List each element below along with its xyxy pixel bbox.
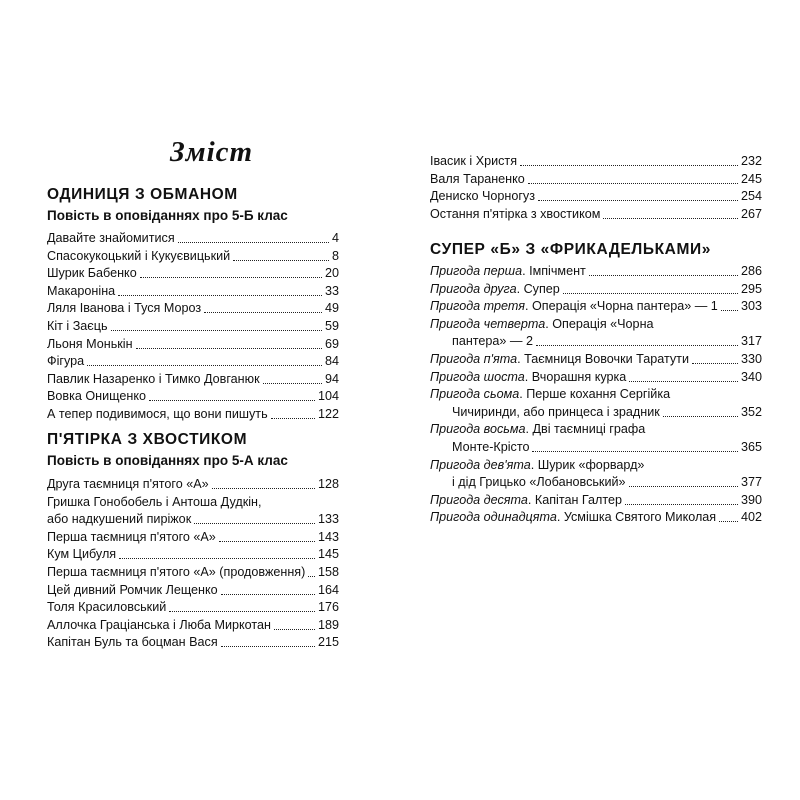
leader-dots bbox=[169, 611, 315, 612]
toc-entry-page: 215 bbox=[317, 635, 339, 650]
leader-dots bbox=[212, 488, 315, 489]
section-heading: П'ЯТІРКА З ХВОСТИКОМ bbox=[47, 431, 248, 448]
adventure-number: Пригода п'ята bbox=[430, 352, 518, 366]
adventure-number: Пригода перша bbox=[430, 264, 523, 278]
toc-entry-page: 145 bbox=[317, 547, 339, 562]
toc-entry-text: Перша таємниця п'ятого «А» bbox=[47, 529, 216, 544]
toc-entry bbox=[430, 420, 762, 437]
leader-dots bbox=[629, 486, 738, 487]
section-heading: ОДИНИЦЯ З ОБМАНОМ bbox=[47, 186, 238, 203]
toc-entry-title bbox=[47, 477, 209, 492]
toc-entry-title bbox=[430, 370, 626, 385]
section-subheading: Повість в оповіданнях про 5-А клас bbox=[47, 453, 288, 468]
toc-entry-page: 352 bbox=[740, 404, 762, 419]
toc-entry-text: Друга таємниця п'ятого «А» bbox=[47, 477, 209, 491]
toc-entry-text: Капітан Буль та боцман Вася bbox=[47, 635, 218, 650]
toc-entry-text: . Операція «Чорна bbox=[545, 316, 654, 331]
leader-dots bbox=[528, 183, 738, 184]
toc-entry bbox=[430, 205, 762, 222]
toc-entry-text: Фігура bbox=[47, 354, 85, 369]
toc-entry-page: 69 bbox=[324, 336, 339, 351]
toc-entry bbox=[47, 335, 339, 352]
toc-entry bbox=[47, 545, 339, 562]
toc-entry-page: 189 bbox=[317, 617, 339, 632]
toc-entry-title bbox=[430, 282, 560, 297]
adventure-number: Пригода четверта bbox=[430, 316, 546, 331]
toc-entry bbox=[47, 387, 339, 404]
toc-entry-text: Дениско Чорногуз bbox=[430, 189, 535, 204]
leader-dots bbox=[589, 275, 738, 276]
leader-dots bbox=[721, 310, 738, 311]
toc-entry-text: . Вчорашня курка bbox=[524, 369, 627, 384]
toc-entry-title bbox=[430, 440, 529, 455]
toc-entry-title bbox=[430, 154, 517, 169]
toc-entry-text: . Дві таємниці графа bbox=[525, 422, 646, 437]
toc-entry-text: . Супер bbox=[516, 281, 560, 296]
leader-dots bbox=[603, 218, 738, 219]
toc-entry bbox=[47, 528, 339, 545]
toc-entry-text: Аллочка Граціанська і Люба Миркотан bbox=[47, 617, 271, 632]
toc-entry bbox=[47, 317, 339, 334]
toc-entry-text: Макароніна bbox=[47, 283, 116, 298]
toc-entry-text: Чичиринди, або принцеса і зрадник bbox=[452, 404, 660, 419]
leader-dots bbox=[563, 293, 738, 294]
adventure-number: Пригода третя bbox=[430, 299, 525, 314]
toc-entry-title bbox=[430, 510, 716, 525]
leader-dots bbox=[263, 383, 322, 384]
toc-entry-title bbox=[430, 334, 533, 349]
toc-entry-title bbox=[47, 495, 261, 510]
leader-dots bbox=[692, 363, 738, 364]
toc-entry bbox=[47, 282, 339, 299]
toc-entry-page: 104 bbox=[317, 389, 339, 404]
toc-entry-title bbox=[430, 387, 670, 402]
toc-entry bbox=[47, 510, 339, 527]
leader-dots bbox=[87, 365, 322, 366]
toc-entry-page: 94 bbox=[324, 371, 339, 386]
toc-entry-title bbox=[47, 512, 191, 527]
leader-dots bbox=[178, 242, 329, 243]
leader-dots bbox=[308, 576, 315, 577]
toc-entry-title bbox=[47, 354, 84, 369]
toc-entry bbox=[47, 633, 339, 650]
toc-entry bbox=[430, 473, 762, 490]
toc-entry bbox=[430, 280, 762, 297]
toc-entry-text: . Імпічмент bbox=[522, 264, 586, 278]
toc-entry bbox=[430, 385, 762, 402]
leader-dots bbox=[149, 400, 315, 401]
leader-dots bbox=[221, 594, 315, 595]
toc-entry-title bbox=[47, 565, 305, 580]
toc-entry bbox=[47, 616, 339, 633]
toc-entry-text: Остання п'ятірка з хвостиком bbox=[430, 206, 601, 221]
leader-dots bbox=[136, 348, 322, 349]
toc-entry bbox=[430, 262, 762, 279]
toc-entry-page: 8 bbox=[331, 248, 339, 263]
leader-dots bbox=[204, 312, 322, 313]
toc-entry-page: 133 bbox=[317, 512, 339, 527]
toc-entry-title bbox=[430, 207, 600, 222]
leader-dots bbox=[532, 451, 738, 452]
toc-entry bbox=[430, 508, 762, 525]
toc-entry-title bbox=[430, 189, 535, 204]
toc-entry bbox=[47, 247, 339, 264]
toc-entry-page: 20 bbox=[324, 266, 339, 281]
toc-entry-text: Перша таємниця п'ятого «А» (продовження) bbox=[47, 565, 306, 579]
leader-dots bbox=[111, 330, 322, 331]
toc-entry-page: 176 bbox=[317, 600, 339, 615]
toc-entry bbox=[47, 493, 339, 510]
toc-entry-page: 49 bbox=[324, 301, 339, 316]
toc-entry-page: 295 bbox=[740, 281, 762, 296]
toc-entry bbox=[47, 598, 339, 615]
adventure-number: Пригода сьома bbox=[430, 387, 520, 402]
toc-entry-text: Павлик Назаренко і Тимко Довганюк bbox=[47, 371, 260, 386]
adventure-number: Пригода одинадцята bbox=[430, 510, 557, 525]
toc-entry-title bbox=[430, 405, 660, 420]
toc-entry-title bbox=[47, 301, 201, 316]
toc-entry-text: А тепер подивимося, що вони пишуть bbox=[47, 407, 268, 421]
leader-dots bbox=[194, 523, 315, 524]
toc-entry-page: 158 bbox=[317, 565, 339, 579]
toc-entry-title bbox=[430, 317, 654, 332]
adventure-number: Пригода восьма bbox=[430, 422, 526, 437]
toc-entry bbox=[430, 170, 762, 187]
toc-entry-page: 33 bbox=[324, 283, 339, 298]
toc-entry-title bbox=[430, 458, 644, 473]
toc-entry-title bbox=[430, 493, 622, 508]
toc-entry bbox=[430, 187, 762, 204]
toc-entry-title bbox=[430, 352, 689, 367]
toc-entry-page: 59 bbox=[324, 319, 339, 333]
toc-entry-text: Монте-Крісто bbox=[452, 440, 530, 454]
toc-entry bbox=[430, 456, 762, 473]
toc-entry bbox=[47, 581, 339, 598]
toc-entry-title bbox=[430, 264, 586, 279]
toc-entry bbox=[430, 368, 762, 385]
toc-entry-title bbox=[47, 635, 218, 650]
toc-entry-title bbox=[47, 319, 108, 334]
toc-entry-title bbox=[47, 337, 133, 352]
toc-entry bbox=[430, 152, 762, 169]
toc-entry-title bbox=[430, 172, 525, 187]
toc-entry bbox=[47, 370, 339, 387]
toc-entry-text: . Перше кохання Сергійка bbox=[519, 387, 671, 402]
toc-entry-text: Толя Красиловський bbox=[47, 600, 167, 615]
page-title: Зміст bbox=[170, 136, 254, 168]
toc-entry-text: Давайте знайомитися bbox=[47, 231, 175, 245]
toc-entry-title bbox=[47, 407, 268, 422]
leader-dots bbox=[271, 418, 315, 419]
toc-entry-title bbox=[47, 547, 116, 562]
section-heading: СУПЕР «Б» З «ФРИКАДЕЛЬКАМИ» bbox=[430, 241, 711, 258]
leader-dots bbox=[538, 200, 738, 201]
adventure-number: Пригода друга bbox=[430, 281, 517, 296]
toc-entry-text: Івасик і Христя bbox=[430, 154, 518, 168]
leader-dots bbox=[274, 629, 315, 630]
toc-entry-text: або надкушений пиріжок bbox=[47, 512, 192, 527]
toc-entry bbox=[430, 350, 762, 367]
toc-entry-text: Вовка Онищенко bbox=[47, 389, 147, 404]
leader-dots bbox=[520, 165, 738, 166]
toc-entry-title bbox=[47, 372, 260, 387]
toc-entry-text: і дід Грицько «Лобановський» bbox=[452, 475, 626, 490]
toc-entry-text: Льоня Монькін bbox=[47, 336, 133, 351]
toc-entry-title bbox=[47, 266, 137, 281]
toc-entry-page: 303 bbox=[740, 299, 762, 314]
toc-entry-page: 245 bbox=[740, 171, 762, 186]
toc-entry-title bbox=[47, 231, 175, 246]
leader-dots bbox=[536, 345, 738, 346]
toc-entry bbox=[430, 491, 762, 508]
toc-entry-title bbox=[47, 618, 271, 633]
toc-entry-title bbox=[430, 475, 626, 490]
toc-entry-text: Шурик Бабенко bbox=[47, 266, 137, 281]
toc-entry-page: 122 bbox=[317, 407, 339, 421]
toc-entry-page: 377 bbox=[740, 475, 762, 490]
toc-entry bbox=[47, 352, 339, 369]
leader-dots bbox=[233, 260, 329, 261]
toc-entry-text: Спасокукоцький і Кукуєвицький bbox=[47, 248, 231, 263]
toc-entry bbox=[47, 264, 339, 281]
toc-entry-title bbox=[430, 299, 718, 314]
toc-entry-page: 128 bbox=[317, 477, 339, 491]
toc-entry-page: 254 bbox=[740, 189, 762, 204]
toc-entry-title bbox=[47, 600, 166, 615]
toc-entry-text: . Таємниця Вовочки Таратути bbox=[517, 352, 689, 366]
toc-entry-text: Гришка Гонобобель і Антоша Дудкін, bbox=[47, 494, 262, 509]
adventure-number: Пригода дев'ята bbox=[430, 457, 531, 472]
toc-entry-page: 340 bbox=[740, 369, 762, 384]
toc-entry-text: . Операція «Чорна пантера» — 1 bbox=[524, 299, 718, 314]
toc-entry-text: . Усмішка Святого Миколая bbox=[556, 510, 717, 525]
toc-entry bbox=[47, 475, 339, 492]
toc-entry-text: . Шурик «форвард» bbox=[530, 457, 645, 472]
toc-entry-page: 365 bbox=[740, 440, 762, 454]
toc-entry-page: 4 bbox=[331, 231, 339, 245]
toc-entry-page: 390 bbox=[740, 492, 762, 507]
leader-dots bbox=[119, 558, 315, 559]
toc-entry-page: 267 bbox=[740, 206, 762, 221]
toc-entry-page: 330 bbox=[740, 352, 762, 366]
toc-entry-text: пантера» — 2 bbox=[452, 334, 534, 349]
toc-entry-title bbox=[47, 284, 115, 299]
toc-entry bbox=[47, 299, 339, 316]
toc-entry-page: 286 bbox=[740, 264, 762, 278]
toc-entry-text: Кум Цибуля bbox=[47, 547, 117, 562]
toc-entry-title bbox=[47, 249, 230, 264]
leader-dots bbox=[629, 381, 738, 382]
toc-entry-title bbox=[430, 422, 645, 437]
toc-entry-text: Цей дивний Ромчик Лещенко bbox=[47, 582, 218, 597]
toc-entry-text: Валя Тараненко bbox=[430, 171, 525, 186]
toc-entry bbox=[430, 297, 762, 314]
toc-entry-title bbox=[47, 530, 216, 545]
toc-entry-page: 317 bbox=[740, 334, 762, 349]
leader-dots bbox=[140, 277, 322, 278]
leader-dots bbox=[219, 541, 315, 542]
toc-entry bbox=[430, 438, 762, 455]
toc-entry bbox=[430, 315, 762, 332]
toc-entry-text: . Капітан Галтер bbox=[527, 492, 623, 507]
section-subheading: Повість в оповіданнях про 5-Б клас bbox=[47, 208, 288, 223]
leader-dots bbox=[625, 504, 738, 505]
leader-dots bbox=[719, 521, 738, 522]
toc-entry bbox=[47, 563, 339, 580]
toc-entry-text: Кіт і Заєць bbox=[47, 319, 108, 333]
toc-entry-text: Ляля Іванова і Туся Мороз bbox=[47, 301, 202, 316]
toc-entry-title bbox=[47, 389, 146, 404]
leader-dots bbox=[663, 416, 738, 417]
leader-dots bbox=[118, 295, 322, 296]
toc-entry-title bbox=[47, 583, 218, 598]
toc-entry-page: 164 bbox=[317, 582, 339, 597]
adventure-number: Пригода шоста bbox=[430, 369, 525, 384]
toc-entry bbox=[430, 332, 762, 349]
adventure-number: Пригода десята bbox=[430, 492, 528, 507]
toc-entry-page: 143 bbox=[317, 529, 339, 544]
toc-entry-page: 84 bbox=[324, 354, 339, 369]
leader-dots bbox=[221, 646, 315, 647]
toc-entry-page: 402 bbox=[740, 510, 762, 525]
toc-entry bbox=[47, 405, 339, 422]
toc-entry bbox=[430, 403, 762, 420]
toc-entry bbox=[47, 229, 339, 246]
toc-entry-page: 232 bbox=[740, 154, 762, 168]
